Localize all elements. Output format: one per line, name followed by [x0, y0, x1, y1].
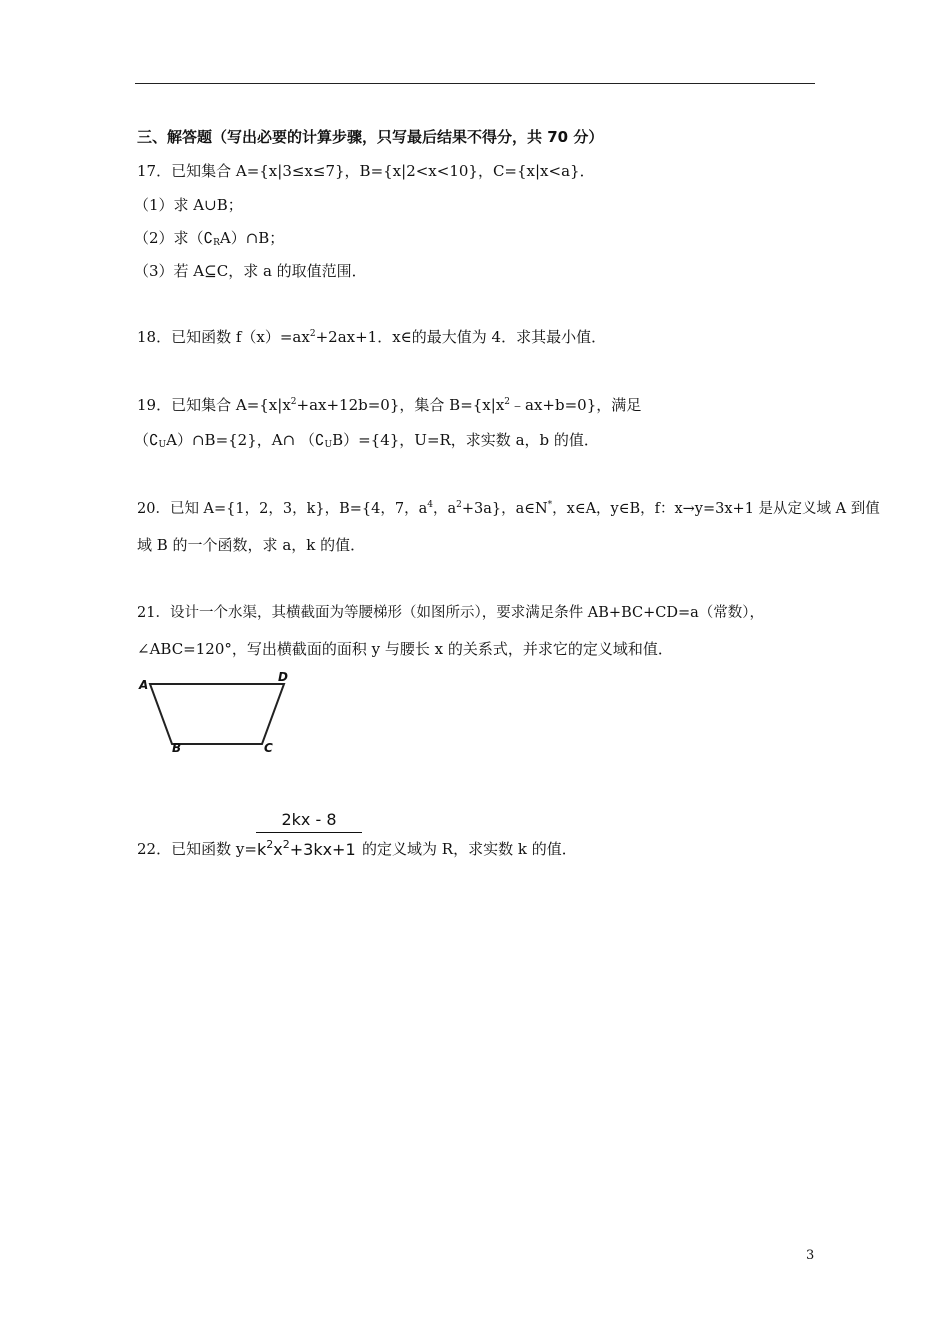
question-17-part-1: （1）求 A∪B； — [134, 196, 243, 214]
fraction-numerator: 2kx - 8 — [281, 810, 337, 829]
vertex-label-c: C — [264, 741, 273, 755]
question-17-part-3: （3）若 A⊆C，求 a 的取值范围． — [134, 262, 367, 280]
trapezoid-diagram — [136, 668, 288, 755]
fraction-bar — [256, 832, 362, 833]
question-17-part-2: （2）求$(∁_RA)\cap B$； — [134, 229, 285, 248]
section-heading: 三、解答题（写出必要的计算步骤，只写最后结果不得分，共 70 分） — [137, 128, 604, 146]
vertex-label-a: A — [139, 678, 149, 692]
question-22-prefix: 22．已知函数 y= — [137, 840, 257, 858]
page-number: 3 — [806, 1248, 815, 1263]
question-20-line-2: 域 B 的一个函数，求 a，k 的值． — [137, 536, 366, 554]
vertex-label-d: D — [278, 670, 288, 684]
question-20-line-1: 20．已知 A={1，2，3，k}，B={4，7，$a^4$，$a^2+3a$}，a∈N*，x∈A，y∈B，f：x→y=3x+1 是从定义域 A 到值 — [137, 500, 880, 517]
question-22-suffix: 的定义域为 R，求实数 k 的值． — [362, 840, 577, 858]
question-21-line-1: 21．设计一个水渠，其横截面为等腰梯形（如图所示），要求满足条件 AB+BC+CD=a（常数）， — [137, 605, 765, 621]
fraction-denominator: $k^2x^2+3kx+1$ — [257, 838, 356, 859]
question-17-stem: 17．已知集合 A={x|3≤x≤7}，B={x|2<x<10}，C={x|x<a}． — [137, 162, 595, 180]
vertex-label-b: B — [172, 741, 182, 755]
trapezoid-shape — [150, 684, 284, 744]
question-19-line-2: $(∁_UA)\cap B=\{2\}$，A∩ $(∁_UB)=\{4\}$，U=R，求实数 a，b 的值． — [134, 431, 599, 450]
question-19-line-1: 19．已知集合 $A=\{x|x^2+ax+12b=0\}$，集合 $B=\{x|x^2﹣ax+b=0\}$，满足 — [137, 396, 642, 414]
question-21-line-2: ∠ABC=120°，写出横截面的面积 y 与腰长 x 的关系式，并求它的定义域和值． — [137, 640, 673, 658]
header-rule — [135, 83, 815, 84]
question-18: 18．已知函数 $f(x)=ax^2+2ax+1$．x∈的最大值为 4．求其最小值． — [137, 328, 607, 346]
